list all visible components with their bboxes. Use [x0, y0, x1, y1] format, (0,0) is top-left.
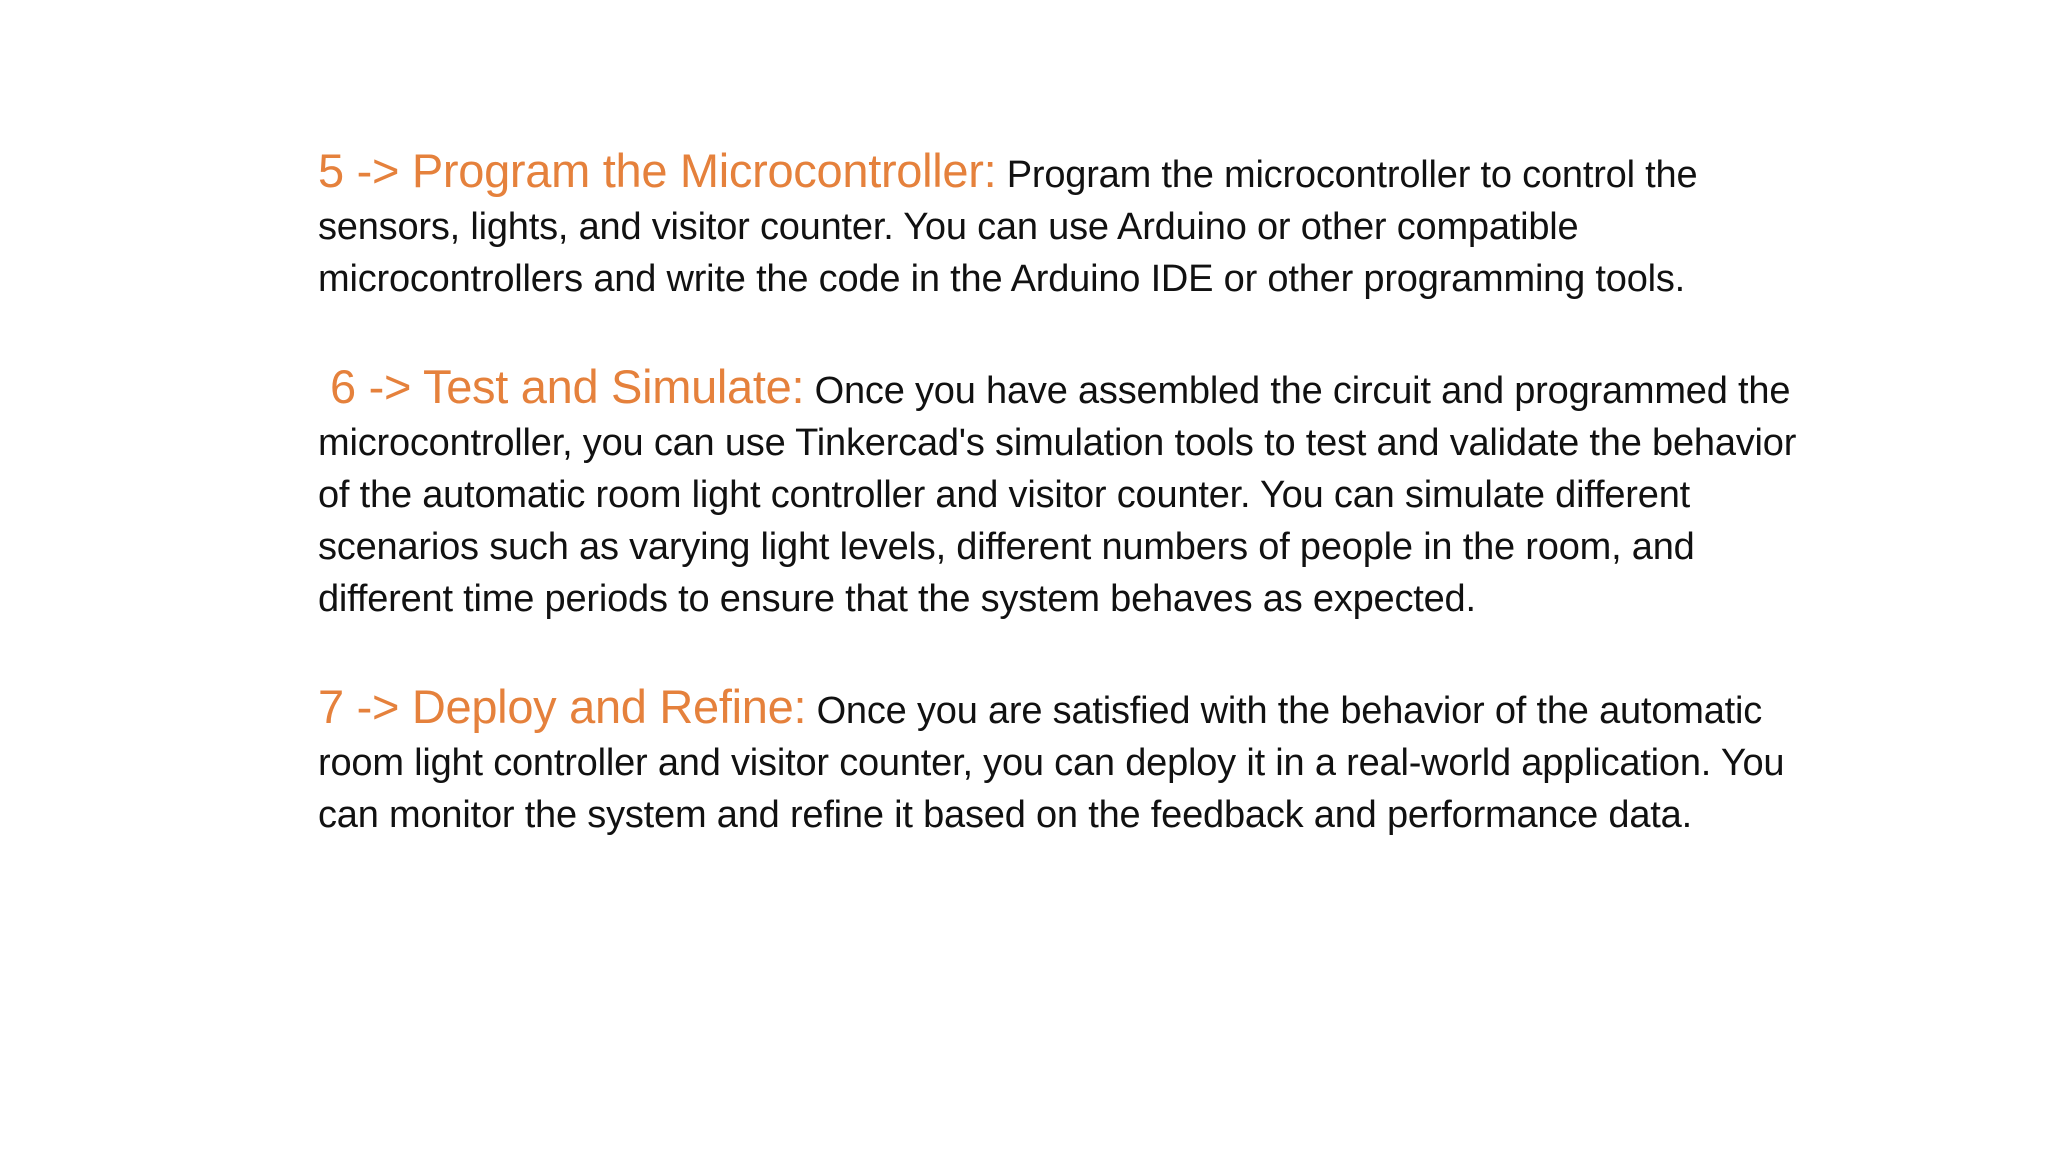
step-7-paragraph: [318, 681, 1798, 841]
step-5-title: 5 -> Program the Microcontroller:: [318, 144, 997, 197]
step-6-paragraph: [318, 361, 1798, 625]
step-6-body: Once you have assembled the circuit and programmed the microcontroller, you can use Tinkercad's simulation tools to test and validate the behavior of the automatic room light controller and visitor counter. You can simulate different scenarios such as varying light levels, different numbers of people in the room, and different time periods to ensure that the system behaves as expected.: [318, 370, 1797, 620]
step-5-body: Program the microcontroller to control the sensors, lights, and visitor counter. You can use Arduino or other compatible microcontrollers and write the code in the Arduino IDE or other programming tools.: [318, 154, 1698, 300]
step-5-paragraph: [318, 145, 1798, 305]
slide-content: [318, 145, 1798, 841]
step-7-body: Once you are satisfied with the behavior of the automatic room light controller and visitor counter, you can deploy it in a real-world application. You can monitor the system and refine it based on the feedback and performance data.: [318, 690, 1785, 836]
step-7-title: 7 -> Deploy and Refine:: [318, 680, 807, 733]
step-6-title: 6 -> Test and Simulate:: [330, 360, 805, 413]
